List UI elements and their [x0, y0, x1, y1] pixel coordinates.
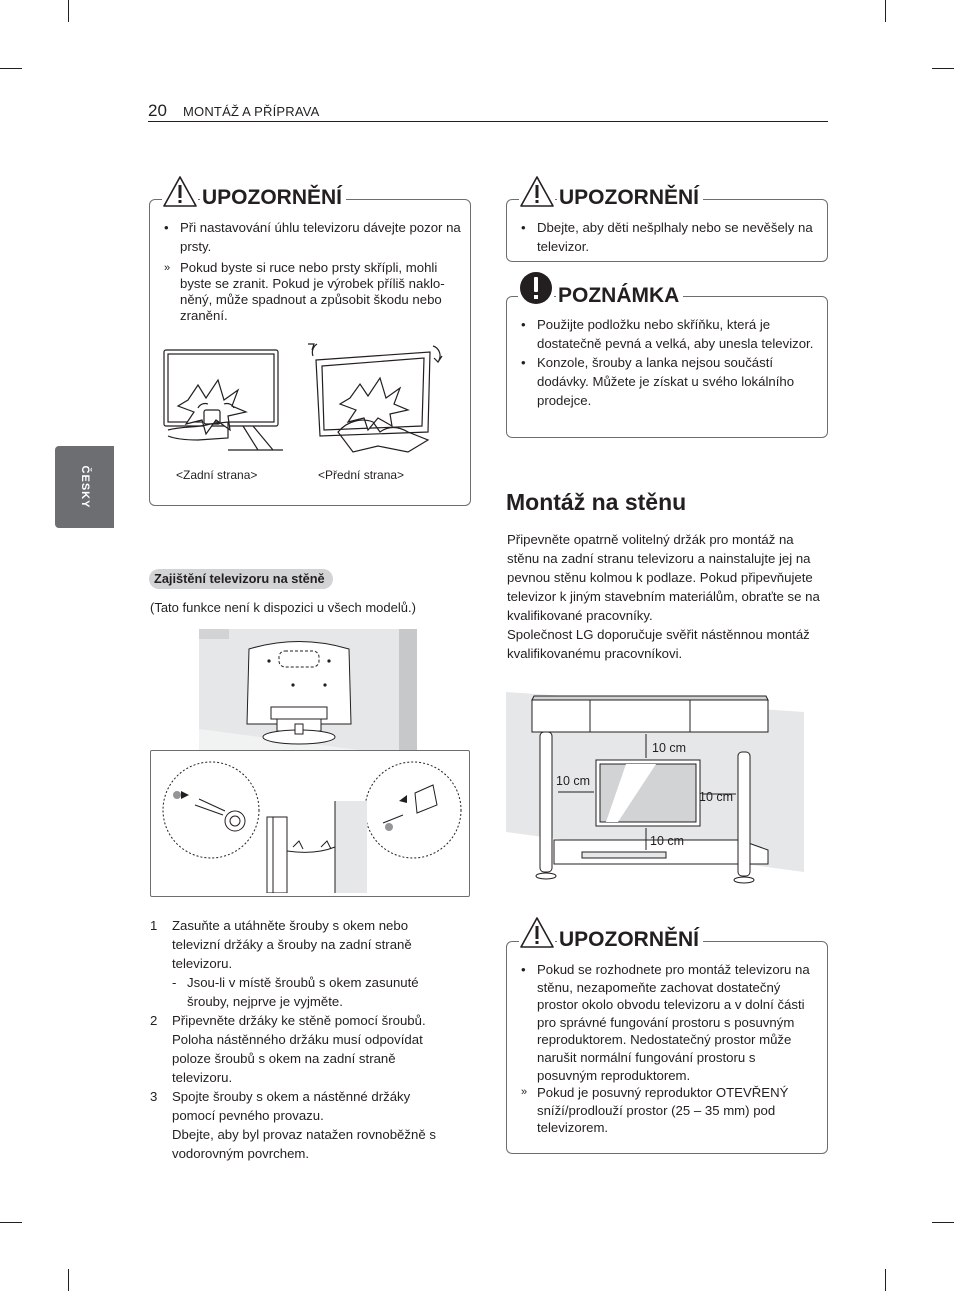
paragraph-2: Společnost LG doporučuje svěřit nástěnnou montáž kvalifikovanému pracovníkovi. [507, 627, 810, 661]
running-header: MONTÁŽ A PŘÍPRAVA [183, 104, 320, 119]
dimension-bottom: 10 cm [650, 834, 685, 848]
caution-title: UPOZORNĚNÍ [557, 928, 703, 952]
warning-triangle-icon [519, 916, 555, 950]
dimension-left: 10 cm [556, 774, 591, 788]
note-title: POZNÁMKA [556, 284, 683, 308]
list-item: • Dbejte, aby děti nešplhaly nebo se nevěšely na televizor. [521, 220, 813, 254]
subsection-heading: Zajištění televizoru na stěně [149, 569, 333, 589]
tv-back-wall-illustration [199, 629, 417, 750]
crop-mark [0, 68, 22, 69]
caution-box-angle [149, 199, 471, 506]
step-subnote: - Jsou-li v místě šroubů s okem zasunuté šrouby, nejprve je vyjměte. [172, 975, 419, 1009]
crop-mark [932, 68, 954, 69]
availability-note: (Tato funkce není k dispozici u všech modelů.) [150, 600, 416, 615]
steps-list [150, 916, 455, 1163]
step-item: 2 Připevněte držáky ke stěně pomocí šroubů. Poloha nástěnného držáku musí odpovídat poloze šroubů s okem na zadní straně televizoru. [150, 1013, 426, 1085]
warning-triangle-icon [162, 175, 198, 209]
caution-box-speaker [506, 941, 828, 1154]
paragraph-1: Připevněte opatrně volitelný držák pro montáž na stěnu na zadní stranu televizoru a nainstalujte jej na pevnou stěnu kolmou k podlaze. Pokud připevňujete televizor k jiným stavebním materiálům, obraťte se na kvalifikované pracovníky. [507, 532, 820, 623]
exclamation-circle-icon [518, 270, 554, 306]
crop-mark [885, 0, 886, 22]
warning-triangle-icon [519, 175, 555, 209]
caution-title: UPOZORNĚNÍ [557, 186, 703, 210]
caution-list [519, 961, 819, 1137]
list-item: » Pokud je posuvný reproduktor OTEVŘENÝ sníží/prodlouží prostor (25 – 35 mm) pod televizorem. [521, 1085, 789, 1136]
caption-back: <Zadní strana> [176, 468, 258, 482]
caution-title: UPOZORNĚNÍ [200, 186, 346, 210]
list-item: » Pokud byste si ruce nebo prsty skřípli, mohli byste se zranit. Pokud je výrobek příliš naklo-něný, může spadnout a způsobit škodu nebo zranění. [164, 259, 445, 323]
dimension-right: 10 cm [699, 790, 734, 804]
wall-mount-clearance-illustration [506, 692, 804, 888]
list-item: • Při nastavování úhlu televizoru dávejte pozor na prsty. [164, 220, 461, 254]
step-item: 3 Spojte šrouby s okem a nástěnné držáky pomocí pevného provazu. Dbejte, aby byl provaz natažen rovnoběžně s vodorovným povrchem. [150, 1089, 436, 1161]
language-tab [55, 446, 114, 528]
caution-list [162, 219, 462, 324]
note-box [506, 296, 828, 438]
language-tab-label: ČESKY [78, 465, 91, 509]
caption-front: <Přední strana> [318, 468, 405, 482]
crop-mark [0, 1222, 22, 1223]
crop-mark [68, 0, 69, 22]
note-list [519, 316, 819, 411]
bracket-illustration-frame [150, 750, 470, 897]
tv-pinch-illustration [158, 340, 463, 460]
section-title: Montáž na stěnu [506, 489, 687, 515]
list-item: • Pokud se rozhodnete pro montáž televizoru na stěnu, nezapomeňte zachovat dostatečný prostor okolo obvodu televizoru a v dolní části pro správné fungování prostoru s posuvným reproduktorem. Nedostatečný prostor může narušit normální fungování prostoru s posuvným reproduktorem. [521, 962, 810, 1083]
crop-mark [932, 1222, 954, 1223]
dimension-top: 10 cm [652, 741, 687, 755]
list-item: • Použijte podložku nebo skříňku, která je dostatečně pevná a velká, aby unesla televizor. [521, 317, 814, 351]
crop-mark [885, 1269, 886, 1291]
step-item: 1 Zasuňte a utáhněte šrouby s okem nebo televizní držáky a šrouby na zadní straně televizoru. - Jsou-li v místě šroubů s okem zasunuté šrouby, nejprve je vyjměte. [150, 916, 455, 1011]
eye-bolt-bracket-illustration [155, 755, 465, 893]
crop-mark [68, 1269, 69, 1291]
wall-mount-paragraph [507, 530, 827, 663]
caution-list [519, 219, 819, 257]
list-item: • Konzole, šrouby a lanka nejsou součástí dodávky. Můžete je získat u svého lokálního prodejce. [521, 354, 795, 408]
header-rule [148, 121, 828, 122]
page-number: 20 [148, 101, 167, 120]
